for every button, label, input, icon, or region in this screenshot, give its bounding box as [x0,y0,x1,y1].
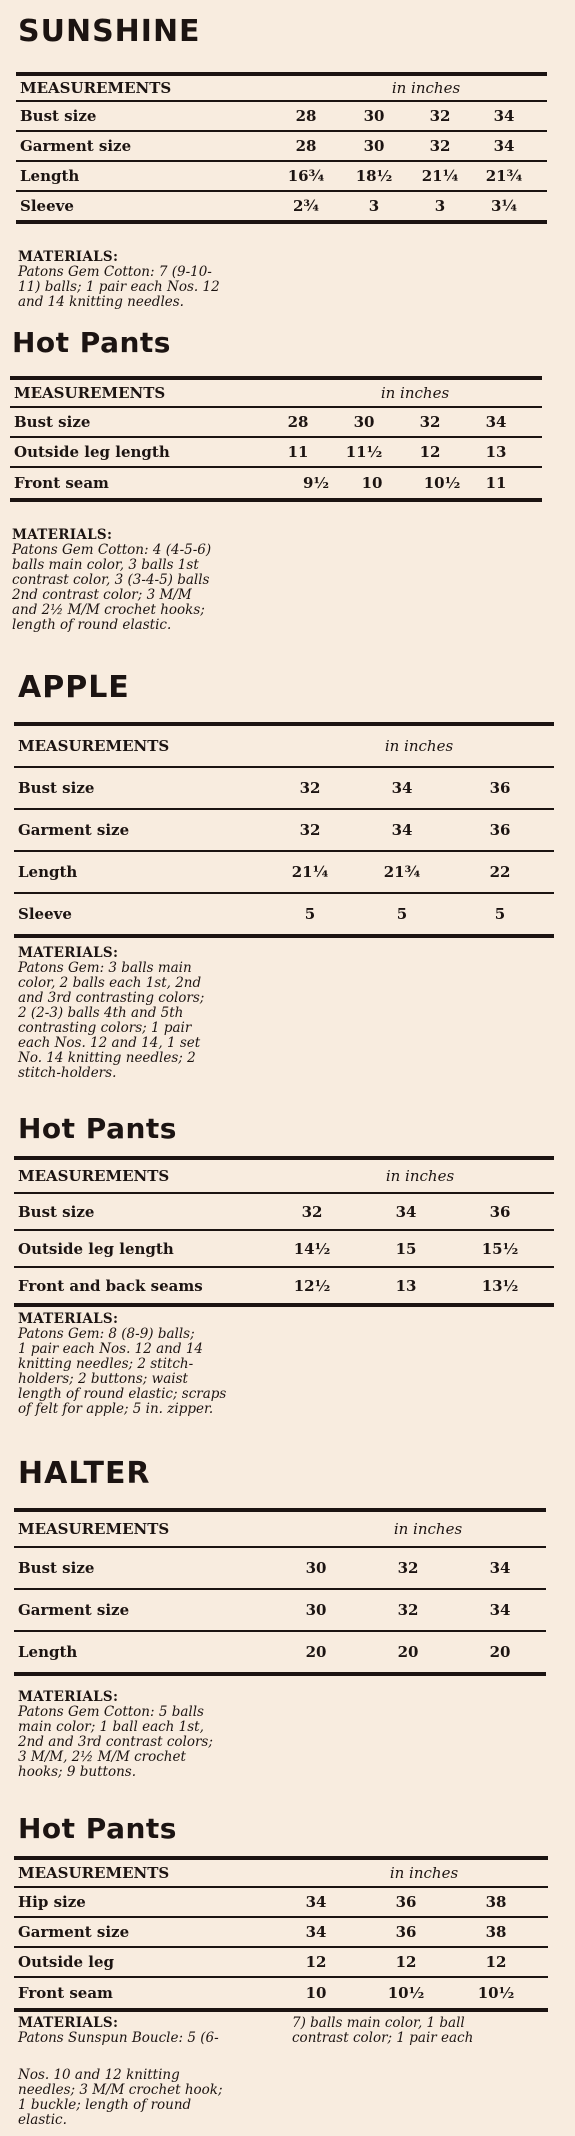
table-row [14,808,554,850]
cell: 13½ [481,1276,519,1295]
cell: 34 [493,107,515,125]
row-label: Front seam [14,474,109,492]
materials-heading: MATERIALS: [18,249,119,265]
cell: 32 [299,779,321,797]
cell: 3 [434,197,446,215]
halter-materials [18,1690,213,1780]
cell: 30 [363,107,385,125]
row-label: Bust size [20,107,97,125]
cell: 22 [489,863,511,881]
table-header-label: MEASUREMENTS [18,1167,170,1185]
materials-text: Nos. 10 and 12 knitting needles; 3 M/M crochet hook; 1 buckle; length of round elastic. [18,2067,223,2128]
cell: 32 [301,1202,323,1221]
row-label: Front and back seams [18,1276,203,1295]
table-header-unit: in inches [384,737,454,755]
table-row [14,1976,548,2008]
materials-text: 7) balls main color, 1 ball contrast color; 1 pair each [292,2015,474,2046]
cell: 13 [485,443,507,461]
table-header-unit: in inches [389,1864,459,1882]
table-header-label: MEASUREMENTS [14,384,166,402]
materials-text: Patons Gem Cotton: 7 (9-10- 11) balls; 1 pair each Nos. 12 and 14 knitting needles. [18,264,220,310]
table-header [10,380,542,406]
halter-measurements-table [14,1508,546,1676]
cell: 14½ [293,1239,331,1258]
sunshine-measurements-table [16,72,547,224]
cell: 32 [397,1601,419,1619]
cell: 20 [397,1643,419,1661]
cell: 5 [304,905,316,923]
cell: 38 [485,1893,507,1911]
row-label: Sleeve [20,197,74,215]
cell: 34 [489,1559,511,1577]
cell: 34 [305,1893,327,1911]
hotpants-2-title: Hot Pants [18,1112,177,1145]
cell: 32 [429,107,451,125]
row-label: Bust size [18,1202,95,1221]
cell: 36 [395,1893,417,1911]
cell: 36 [395,1923,417,1941]
cell: 21¾ [485,167,523,185]
cell: 21¾ [383,863,421,881]
row-label: Length [18,1643,78,1661]
hotpants-1-title: Hot Pants [12,326,171,359]
row-label: Front seam [18,1984,113,2002]
cell: 20 [489,1643,511,1661]
cell: 11 [287,443,309,461]
cell: 12 [305,1953,327,1971]
cell: 9½ [302,474,330,492]
cell: 34 [305,1923,327,1941]
materials-heading: MATERIALS: [18,945,119,961]
hotpants-2-measurements-table [14,1156,554,1307]
table-row [14,1946,548,1976]
cell: 34 [493,137,515,155]
cell: 10½ [387,1984,425,2002]
cell: 12 [419,443,441,461]
row-label: Garment size [20,137,132,155]
row-label: Sleeve [18,905,72,923]
cell: 3¼ [490,197,518,215]
cell: 30 [363,137,385,155]
cell: 21¼ [421,167,459,185]
cell: 10 [305,1984,327,2002]
cell: 12½ [293,1276,331,1295]
cell: 13 [395,1276,417,1295]
apple-materials [18,946,204,1081]
materials-heading: MATERIALS: [18,1311,119,1327]
cell: 3 [368,197,380,215]
cell: 12 [485,1953,507,1971]
table-row [14,1546,546,1588]
cell: 34 [391,779,413,797]
cell: 21¼ [291,863,329,881]
cell: 32 [419,413,441,431]
cell: 36 [489,1202,511,1221]
cell: 30 [353,413,375,431]
cell: 10½ [423,474,461,492]
row-label: Bust size [18,1559,95,1577]
row-label: Outside leg length [18,1239,174,1258]
table-header-unit: in inches [385,1167,455,1185]
table-header [14,1512,546,1546]
cell: 10½ [477,1984,515,2002]
table-row [10,406,542,436]
cell: 16¾ [287,167,325,185]
table-row [14,1588,546,1630]
row-label: Bust size [18,779,95,797]
table-row [16,100,547,130]
cell: 28 [295,107,317,125]
table-header [14,1860,548,1886]
hotpants-3-materials-right [292,2016,473,2046]
cell: 38 [485,1923,507,1941]
table-row [14,766,554,808]
cell: 11 [485,474,507,492]
hotpants-1-materials [12,528,211,633]
row-label: Length [18,863,78,881]
materials-heading: MATERIALS: [12,527,113,543]
materials-text: Patons Gem Cotton: 4 (4-5-6) balls main color, 3 balls 1st contrast color, 3 (3-4-5) balls 2nd contrast color; 3 M/M and 2½ M/M crochet hooks; length of round elastic. [12,542,212,633]
cell: 12 [395,1953,417,1971]
apple-title: APPLE [18,670,130,705]
table-row [14,1192,554,1229]
table-row [16,190,547,220]
materials-heading: MATERIALS: [18,2015,119,2031]
cell: 34 [489,1601,511,1619]
table-row [14,892,554,934]
cell: 36 [489,779,511,797]
cell: 10 [361,474,383,492]
cell: 32 [299,821,321,839]
row-label: Outside leg [18,1953,115,1971]
table-header-unit: in inches [393,1520,463,1538]
cell: 15 [395,1239,417,1258]
table-row [14,850,554,892]
row-label: Garment size [18,821,130,839]
table-row [14,1266,554,1303]
cell: 28 [287,413,309,431]
table-header [14,726,554,766]
row-label: Bust size [14,413,91,431]
cell: 30 [305,1559,327,1577]
cell: 18½ [355,167,393,185]
sunshine-title: SUNSHINE [18,14,201,49]
cell: 11½ [345,443,383,461]
table-row [14,1886,548,1916]
cell: 32 [397,1559,419,1577]
table-header-unit: in inches [380,384,450,402]
cell: 34 [395,1202,417,1221]
row-label: Length [20,167,80,185]
hotpants-1-measurements-table [10,376,542,502]
cell: 32 [429,137,451,155]
sunshine-materials [18,250,220,310]
cell: 5 [494,905,506,923]
materials-text: Patons Gem: 8 (8-9) balls; 1 pair each Nos. 12 and 14 knitting needles; 2 stitch- holders; 2 buttons; waist length of round elastic; scraps of felt for apple; 5 in. zipper. [18,1326,227,1417]
cell: 28 [295,137,317,155]
table-header-label: MEASUREMENTS [18,1520,170,1538]
table-row [14,1630,546,1672]
cell: 30 [305,1601,327,1619]
materials-text: Patons Sunspun Boucle: 5 (6- [18,2030,219,2046]
cell: 34 [391,821,413,839]
table-row [10,436,542,466]
table-header-label: MEASUREMENTS [20,79,172,97]
cell: 5 [396,905,408,923]
row-label: Hip size [18,1893,86,1911]
hotpants-3-measurements-table [14,1856,548,2012]
row-label: Garment size [18,1923,130,1941]
cell: 2¾ [292,197,320,215]
materials-heading: MATERIALS: [18,1689,119,1705]
table-row [14,1229,554,1266]
table-row [14,1916,548,1946]
cell: 34 [485,413,507,431]
table-row [16,160,547,190]
halter-title: HALTER [18,1456,151,1491]
table-header-label: MEASUREMENTS [18,1864,170,1882]
hotpants-3-title: Hot Pants [18,1812,177,1845]
cell: 36 [489,821,511,839]
table-row [16,130,547,160]
table-header [14,1160,554,1192]
row-label: Garment size [18,1601,130,1619]
cell: 20 [305,1643,327,1661]
materials-text: Patons Gem: 3 balls main color, 2 balls each 1st, 2nd and 3rd contrasting colors; 2 (2-3) balls 4th and 5th contrasting colors; 1 pair each Nos. 12 and 14, 1 set No. 14 knitting needles; 2 stitch-holders. [18,960,205,1081]
cell: 15½ [481,1239,519,1258]
table-header [16,76,547,100]
row-label: Outside leg length [14,443,170,461]
materials-text: Patons Gem Cotton: 5 balls main color; 1 ball each 1st, 2nd and 3rd contrast colors; 3 M/M, 2½ M/M crochet hooks; 9 buttons. [18,1704,213,1780]
table-header-unit: in inches [391,79,461,97]
table-header-label: MEASUREMENTS [18,737,170,755]
table-row [10,466,542,498]
hotpants-3-materials-left [18,2016,219,2046]
hotpants-3-materials-bottom [18,2068,223,2128]
hotpants-2-materials [18,1312,226,1417]
apple-measurements-table [14,722,554,938]
